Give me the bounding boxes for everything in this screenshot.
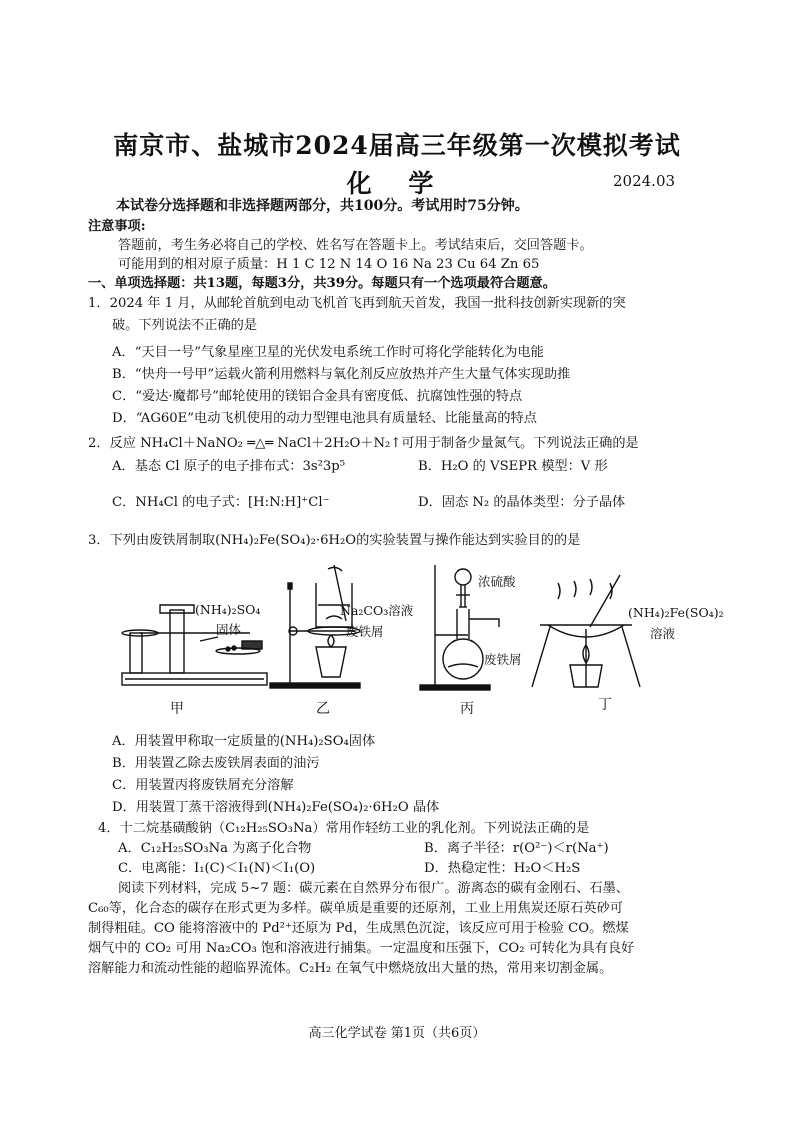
fig-yi-caption: 乙 — [316, 701, 330, 717]
q2-option-c: C．NH₄Cl 的电子式：[H:N:H]⁺Cl⁻ — [112, 495, 330, 510]
apparatus-figure — [120, 555, 720, 715]
page-footer: 高三化学试卷 第1页（共6页） — [308, 1026, 486, 1041]
q1-option-a: A．“天目一号”气象星座卫星的光伏发电系统工作时可将化学能转化为电能 — [112, 345, 544, 360]
q3-option-c: C．用装置丙将废铁屑充分溶解 — [112, 778, 294, 793]
exam-title: 南京市、盐城市2024届高三年级第一次模拟考试 — [113, 131, 681, 160]
q2-option-d: D．固态 N₂ 的晶体类型：分子晶体 — [418, 495, 626, 510]
q4-option-b: B．离子半径：r(O²⁻)＜r(Na⁺) — [424, 841, 609, 856]
section-title: 一、单项选择题：共13题，每题3分，共39分。每题只有一个选项最符合题意。 — [88, 276, 556, 291]
q2-stem: 2．反应 NH₄Cl＋NaNO₂ ═△═ NaCl＋2H₂O＋N₂↑可用于制备少量氮气。下列说法正确的是 — [88, 436, 639, 451]
reading-line-2: C₆₀等，化合态的碳存在形式更为多样。碳单质是重要的还原剂，工业上用焦炭还原石英砂可 — [88, 901, 623, 916]
q1-option-b: B．“快舟一号甲”运载火箭利用燃料与氧化剂反应放热并产生大量气体实现助推 — [112, 367, 571, 382]
fig-yi-reagent-label: Na₂CO₃溶液 — [340, 603, 414, 618]
fig-jia-caption: 甲 — [170, 701, 184, 717]
fig-jia-state-label: 固体 — [216, 622, 242, 637]
fig-ding-state-label: 溶液 — [650, 626, 676, 641]
balance-apparatus — [122, 605, 267, 685]
reading-line-1: 阅读下列材料，完成 5~7 题：碳元素在自然界分布很广。游离态的碳有金刚石、石墨、 — [118, 881, 629, 896]
fig-bing-scrap-label: 废铁屑 — [484, 652, 522, 667]
q4-option-c: C．电离能：I₁(C)＜I₁(N)＜I₁(O) — [118, 861, 316, 876]
notice-item-1: 答题前，考生务必将自己的学校、姓名写在答题卡上。考试结束后，交回答题卡。 — [118, 238, 593, 253]
reading-line-5: 溶解能力和流动性能的超临界流体。C₂H₂ 在氧气中燃烧放出大量的热，常用来切割金属。 — [88, 961, 613, 976]
q1-stem-1: 1．2024 年 1 月，从邮轮首航到电动飞机首飞再到航天首发，我国一批科技创新实现新的突 — [88, 296, 626, 311]
reading-line-4: 烟气中的 CO₂ 可用 Na₂CO₃ 饱和溶液进行捕集。一定温度和压强下，CO₂ 可转化为具有良好 — [88, 941, 635, 956]
fig-jia-reagent-label: (NH₄)₂SO₄ — [195, 602, 261, 617]
q3-option-b: B．用装置乙除去废铁屑表面的油污 — [112, 756, 320, 771]
notice-title: 注意事项: — [88, 219, 146, 234]
evaporating-dish-apparatus — [532, 575, 640, 687]
q1-stem-2: 破。下列说法不正确的是 — [112, 318, 258, 333]
q2-option-b: B．H₂O 的 VSEPR 模型：V 形 — [418, 459, 608, 474]
fig-yi-scrap-label: 废铁屑 — [346, 624, 384, 639]
fig-ding-reagent-label: (NH₄)₂Fe(SO₄)₂ — [628, 605, 724, 620]
q1-option-d: D．“AG60E”电动飞机使用的动力型锂电池具有质量轻、比能量高的特点 — [112, 411, 537, 426]
q2-option-a: A．基态 Cl 原子的电子排布式：3s²3p⁵ — [112, 459, 346, 474]
exam-date: 2024.03 — [613, 172, 676, 190]
q3-option-a: A．用装置甲称取一定质量的(NH₄)₂SO₄固体 — [112, 734, 376, 749]
q4-stem: 4．十二烷基磺酸钠（C₁₂H₂₅SO₃Na）常用作轻纺工业的乳化剂。下列说法正确的是 — [98, 821, 590, 836]
q3-stem: 3．下列由废铁屑制取(NH₄)₂Fe(SO₄)₂·6H₂O的实验装置与操作能达到实验目的的是 — [88, 533, 581, 548]
fig-ding-caption: 丁 — [598, 697, 612, 713]
exam-subject: 化 学 — [346, 169, 448, 198]
fig-bing-acid-label: 浓硫酸 — [478, 574, 516, 589]
q4-option-d: D．热稳定性：H₂O＜H₂S — [424, 861, 581, 876]
q4-option-a: A．C₁₂H₂₅SO₃Na 为离子化合物 — [118, 841, 312, 856]
reading-line-3: 制得粗硅。CO 能将溶液中的 Pd²⁺还原为 Pd，生成黑色沉淀，该反应可用于检验 CO。燃煤 — [88, 921, 629, 936]
notice-item-2: 可能用到的相对原子质量：H 1 C 12 N 14 O 16 Na 23 Cu 64 Zn 65 — [118, 257, 540, 272]
exam-description: 本试卷分选择题和非选择题两部分，共100分。考试用时75分钟。 — [116, 198, 529, 214]
fig-bing-caption: 丙 — [460, 701, 474, 717]
q3-option-d: D．用装置丁蒸干溶液得到(NH₄)₂Fe(SO₄)₂·6H₂O 晶体 — [112, 800, 440, 815]
q1-option-c: C．“爱达·魔都号”邮轮使用的镁铝合金具有密度低、抗腐蚀性强的特点 — [112, 389, 523, 404]
